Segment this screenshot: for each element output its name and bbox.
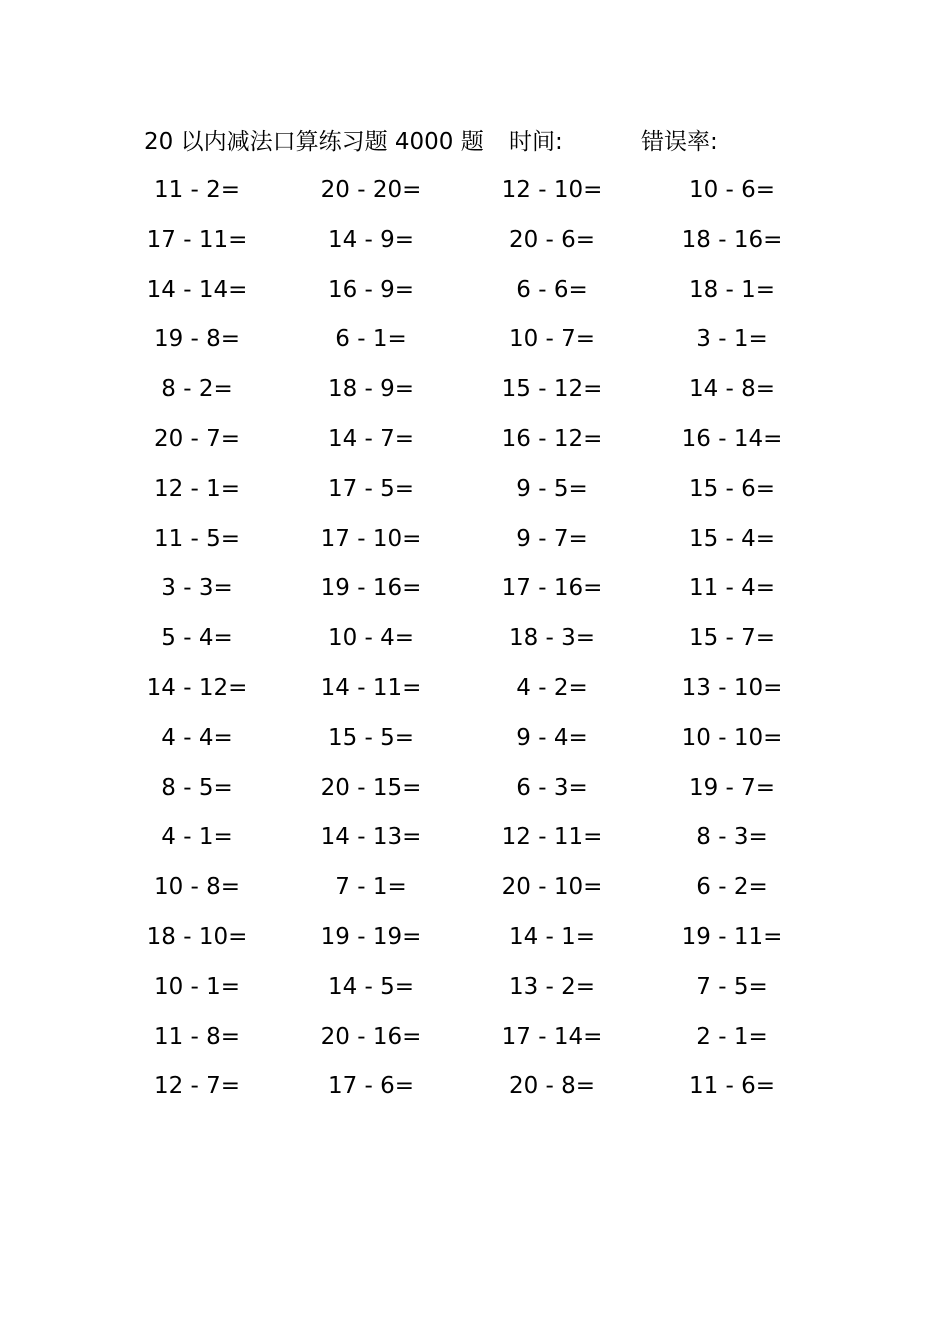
problem-row	[0, 718, 950, 768]
problem-cell: 11 - 2=	[153, 177, 241, 203]
problem-cell: 8 - 2=	[161, 376, 233, 403]
problem-cell: 15 - 7=	[688, 625, 776, 652]
problem-cell: 12 - 1=	[153, 475, 241, 502]
problem-row	[0, 568, 950, 618]
problem-row	[0, 270, 950, 320]
problem-cell: 17 - 14=	[501, 1023, 603, 1050]
problem-cell: 5 - 4=	[161, 625, 233, 652]
problem-cell: 14 - 9=	[327, 226, 415, 253]
problem-cell: 18 - 1=	[688, 276, 776, 303]
problem-row	[0, 817, 950, 867]
problem-row	[0, 469, 950, 519]
problem-cell: 12 - 11=	[501, 824, 603, 851]
problem-cell: 3 - 1=	[696, 326, 768, 353]
problem-cell: 12 - 10=	[501, 177, 603, 203]
problem-cell: 17 - 11=	[146, 226, 248, 253]
problem-cell: 17 - 5=	[327, 475, 415, 502]
problem-cell: 14 - 12=	[146, 674, 248, 701]
problem-cell: 13 - 2=	[508, 973, 596, 1000]
problem-cell: 10 - 6=	[688, 177, 776, 203]
problem-cell: 7 - 5=	[696, 973, 768, 1000]
problem-row	[0, 1066, 950, 1116]
problem-cell: 8 - 5=	[161, 774, 233, 801]
problem-cell: 8 - 3=	[696, 824, 768, 851]
problem-cell: 18 - 3=	[508, 625, 596, 652]
problem-cell: 10 - 4=	[327, 625, 415, 652]
problem-cell: 18 - 16=	[681, 226, 783, 253]
problem-cell: 16 - 14=	[681, 425, 783, 452]
worksheet-header	[144, 124, 844, 160]
problem-row	[0, 220, 950, 270]
problem-cell: 4 - 2=	[516, 674, 588, 701]
problem-cell: 14 - 11=	[320, 674, 422, 701]
problem-cell: 10 - 8=	[153, 874, 241, 901]
error-rate-label: 错误率:	[641, 129, 718, 155]
problem-cell: 11 - 8=	[153, 1023, 241, 1050]
problem-cell: 14 - 13=	[320, 824, 422, 851]
problem-row	[0, 369, 950, 419]
problem-cell: 10 - 7=	[508, 326, 596, 353]
problem-cell: 14 - 7=	[327, 425, 415, 452]
problem-row	[0, 917, 950, 967]
problem-grid	[0, 170, 950, 1116]
problem-cell: 17 - 16=	[501, 575, 603, 602]
problem-cell: 4 - 4=	[161, 724, 233, 751]
problem-row	[0, 618, 950, 668]
problem-cell: 9 - 5=	[516, 475, 588, 502]
problem-cell: 20 - 15=	[320, 774, 422, 801]
problem-cell: 20 - 16=	[320, 1023, 422, 1050]
problem-cell: 15 - 12=	[501, 376, 603, 403]
problem-cell: 4 - 1=	[161, 824, 233, 851]
problem-cell: 14 - 5=	[327, 973, 415, 1000]
problem-cell: 20 - 20=	[320, 177, 422, 203]
problem-cell: 15 - 6=	[688, 475, 776, 502]
problem-cell: 15 - 5=	[327, 724, 415, 751]
problem-row	[0, 967, 950, 1017]
problem-cell: 19 - 16=	[320, 575, 422, 602]
problem-row	[0, 519, 950, 569]
problem-cell: 14 - 14=	[146, 276, 248, 303]
problem-cell: 10 - 1=	[153, 973, 241, 1000]
problem-cell: 19 - 7=	[688, 774, 776, 801]
problem-row	[0, 170, 950, 220]
problem-cell: 17 - 10=	[320, 525, 422, 552]
problem-cell: 17 - 6=	[327, 1073, 415, 1100]
problem-cell: 6 - 2=	[696, 874, 768, 901]
problem-cell: 13 - 10=	[681, 674, 783, 701]
problem-cell: 16 - 9=	[327, 276, 415, 303]
problem-cell: 2 - 1=	[696, 1023, 768, 1050]
problem-row	[0, 668, 950, 718]
problem-cell: 6 - 3=	[516, 774, 588, 801]
problem-row	[0, 1017, 950, 1067]
problem-cell: 11 - 6=	[688, 1073, 776, 1100]
problem-cell: 18 - 10=	[146, 923, 248, 950]
problem-cell: 19 - 8=	[153, 326, 241, 353]
problem-row	[0, 867, 950, 917]
worksheet-title: 20 以内减法口算练习题 4000 题	[144, 129, 484, 155]
problem-cell: 19 - 19=	[320, 923, 422, 950]
problem-cell: 11 - 5=	[153, 525, 241, 552]
time-label: 时间:	[509, 129, 563, 155]
problem-cell: 16 - 12=	[501, 425, 603, 452]
problem-cell: 14 - 1=	[508, 923, 596, 950]
problem-cell: 9 - 4=	[516, 724, 588, 751]
problem-cell: 20 - 8=	[508, 1073, 596, 1100]
problem-cell: 18 - 9=	[327, 376, 415, 403]
problem-cell: 14 - 8=	[688, 376, 776, 403]
problem-cell: 6 - 6=	[516, 276, 588, 303]
problem-cell: 20 - 7=	[153, 425, 241, 452]
problem-row	[0, 419, 950, 469]
problem-cell: 12 - 7=	[153, 1073, 241, 1100]
problem-cell: 11 - 4=	[688, 575, 776, 602]
problem-row	[0, 768, 950, 818]
problem-cell: 3 - 3=	[161, 575, 233, 602]
problem-cell: 20 - 6=	[508, 226, 596, 253]
problem-cell: 9 - 7=	[516, 525, 588, 552]
problem-cell: 19 - 11=	[681, 923, 783, 950]
problem-cell: 7 - 1=	[335, 874, 407, 901]
problem-cell: 6 - 1=	[335, 326, 407, 353]
problem-row	[0, 319, 950, 369]
problem-cell: 15 - 4=	[688, 525, 776, 552]
problem-cell: 10 - 10=	[681, 724, 783, 751]
problem-cell: 20 - 10=	[501, 874, 603, 901]
